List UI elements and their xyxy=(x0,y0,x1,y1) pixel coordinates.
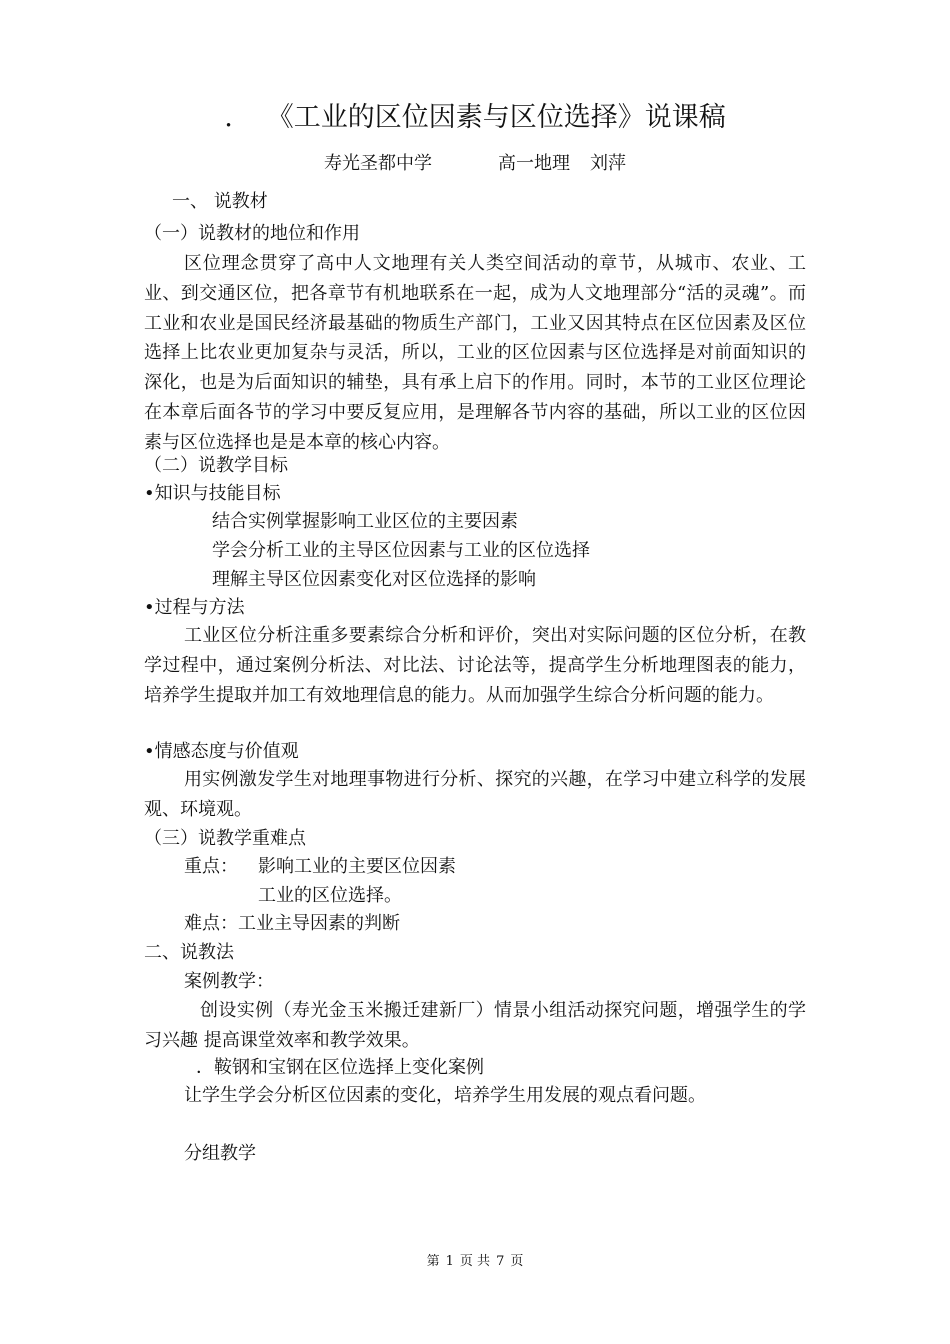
bullet-knowledge: •知识与技能目标 xyxy=(144,483,281,504)
goal-item-1: 结合实例掌握影响工业区位的主要因素 xyxy=(212,511,518,532)
key-point-1: 影响工业的主要区位因素 xyxy=(258,856,456,877)
subsection-heading-2: （二）说教学目标 xyxy=(144,455,288,476)
key-point-label: 重点： xyxy=(184,856,238,877)
case-item-2: ．鞍钢和宝钢在区位选择上变化案例 xyxy=(196,1057,484,1078)
bullet-attitude: •情感态度与价值观 xyxy=(144,741,299,762)
method-group-teaching: 分组教学 xyxy=(184,1143,256,1164)
footer-page-number: 1 xyxy=(445,1254,454,1269)
footer-mid: 页 共 xyxy=(459,1254,491,1269)
subsection-heading-3: （三）说教学重难点 xyxy=(144,828,306,849)
subsection-heading-1: （一）说教材的地位和作用 xyxy=(144,223,360,244)
page-footer xyxy=(0,1250,950,1269)
document-title xyxy=(0,99,950,137)
case-item-2-desc: 让学生学会分析区位因素的变化，培养学生用发展的观点看问题。 xyxy=(184,1085,706,1106)
paragraph-role: 区位理念贯穿了高中人文地理有关人类空间活动的章节，从城市、农业、工业、到交通区位，把各章节有机地联系在一起，成为人文地理部分“活的灵魂”。而工业和农业是国民经济最基础的物质生产部门，工业又因其特点在区位因素及区位选择上比农业更加复杂与灵活，所以，工业的区位因素与区位选择是对前面知识的深化，也是为后面知识的辅垫，具有承上启下的作用。同时，本节的工业区位理论在本章后面各节的学习中要反复应用，是理解各节内容的基础，所以工业的区位因素与区位选择也是是本章的核心内容。 xyxy=(144,253,806,453)
difficulty-point: 难点：工业主导因素的判断 xyxy=(184,913,400,934)
section-heading-2: 二、说教法 xyxy=(144,942,234,963)
title-marker: . xyxy=(224,102,233,133)
key-point-2: 工业的区位选择。 xyxy=(258,885,402,906)
footer-prefix: 第 xyxy=(426,1254,440,1269)
footer-suffix: 页 xyxy=(510,1254,524,1269)
footer-total-pages: 7 xyxy=(496,1254,505,1269)
paragraph-attitude: 用实例激发学生对地理事物进行分析、探究的兴趣，在学习中建立科学的发展观、环境观。 xyxy=(144,769,806,820)
author-name: 刘萍 xyxy=(590,153,626,174)
bullet-process: •过程与方法 xyxy=(144,597,245,618)
byline xyxy=(0,150,950,178)
method-case-teaching: 案例教学： xyxy=(184,971,274,992)
paragraph-process: 工业区位分析注重多要素综合分析和评价，突出对实际问题的区位分析，在教学过程中，通过案例分析法、对比法、讨论法等，提高学生分析地理图表的能力，培养学生提取并加工有效地理信息的能力。从而加强学生综合分析问题的能力。 xyxy=(144,625,806,706)
section-heading-1: 一、 说教材 xyxy=(172,191,268,212)
course-name: 高一地理 xyxy=(498,153,570,174)
goal-item-2: 学会分析工业的主导区位因素与工业的区位选择 xyxy=(212,540,590,561)
goal-item-3: 理解主导区位因素变化对区位选择的影响 xyxy=(212,569,536,590)
title-text: 《工业的区位因素与区位选择》说课稿 xyxy=(266,102,726,133)
school-name: 寿光圣都中学 xyxy=(324,153,432,174)
paragraph-case: 创设实例（寿光金玉米搬迁建新厂）情景小组活动探究问题，增强学生的学习兴趣 提高课堂效率和教学效果。 xyxy=(144,1000,806,1051)
